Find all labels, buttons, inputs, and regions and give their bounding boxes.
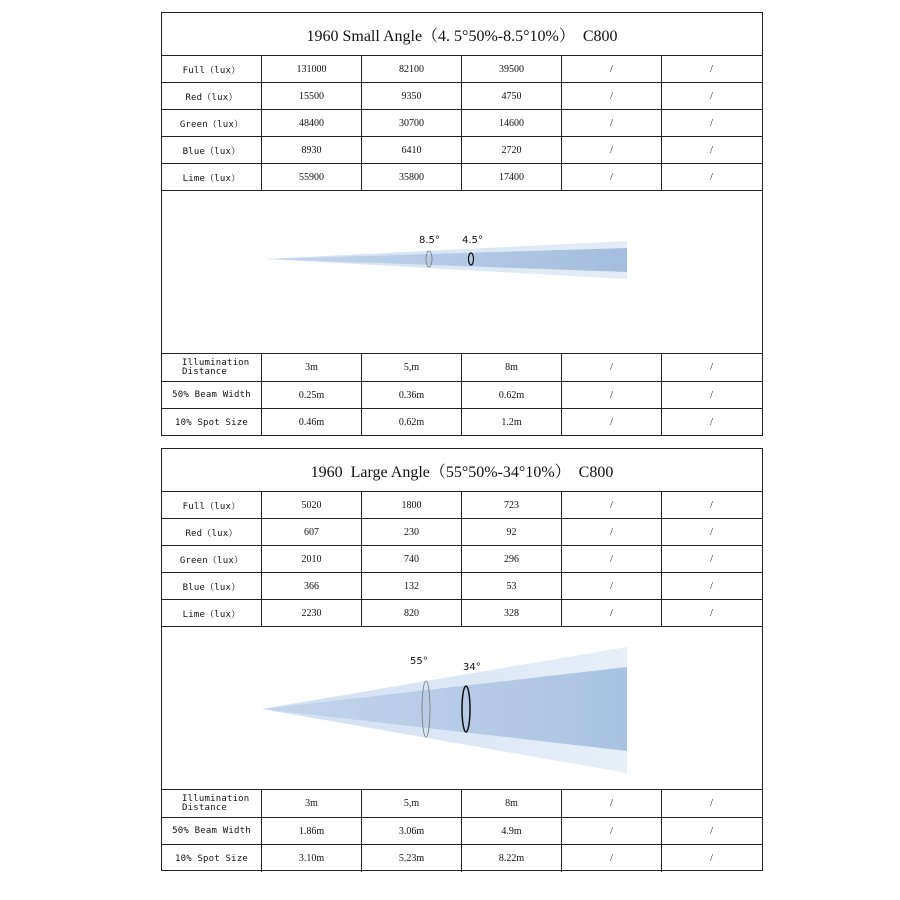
table-cell: 4.9m [462,818,562,844]
table-cell: / [562,546,662,572]
table-row [162,790,762,818]
beam-cone-graphic [162,627,762,789]
table-cell: / [562,56,662,82]
table-cell: 55900 [262,164,362,190]
table-cell: 48400 [262,110,362,136]
table-cell: 30700 [362,110,462,136]
table-cell: / [710,171,713,183]
table-cell: / [562,573,662,599]
outer-angle-label: 8.5° [419,235,440,246]
table-cell: 740 [362,546,462,572]
row-label: Illumination Distance [162,354,262,381]
row-label: Illumination Distance [162,790,262,817]
table-row [162,492,762,519]
table-row [162,164,762,191]
table-cell: 17400 [462,164,562,190]
row-label: Full（lux） [162,56,262,82]
table-row [162,519,762,546]
outer-angle-label: 55° [410,656,428,667]
table-row [162,354,762,382]
table-cell: 3.06m [362,818,462,844]
table-cell: / [710,580,713,592]
row-label: 50% Beam Width [162,818,262,844]
table-title: 1960 Large Angle（55°50%-34°10%） C800 [162,449,762,492]
table-cell: / [562,409,662,436]
table-cell: 8m [462,790,562,817]
row-label: Red（lux） [162,519,262,545]
table-cell: / [710,526,713,538]
table-cell: 723 [462,492,562,518]
table-cell: 5,m [362,790,462,817]
table-cell: 0.62m [462,382,562,408]
row-label: Lime（lux） [162,164,262,190]
table-cell: 820 [362,600,462,626]
table-cell: / [710,90,713,102]
table-cell: 132 [362,573,462,599]
table-cell: 131000 [262,56,362,82]
table-cell: 3.10m [262,845,362,872]
row-label: Full（lux） [162,492,262,518]
table-cell: 35800 [362,164,462,190]
table-cell: / [562,790,662,817]
table-cell: / [710,417,713,428]
table-cell: 1.2m [462,409,562,436]
small-angle-table [161,12,763,436]
table-cell: 39500 [462,56,562,82]
row-label: 50% Beam Width [162,382,262,408]
table-cell: 53 [462,573,562,599]
table-cell: 230 [362,519,462,545]
table-cell: 6410 [362,137,462,163]
table-row [162,600,762,627]
table-cell: 0.25m [262,382,362,408]
table-cell: / [562,164,662,190]
table-cell: 2230 [262,600,362,626]
table-row [162,110,762,137]
table-cell: / [562,354,662,381]
table-cell: 14600 [462,110,562,136]
beam-angle-diagram [162,627,762,790]
table-cell: / [710,117,713,129]
table-row [162,382,762,409]
table-row [162,546,762,573]
table-cell: 296 [462,546,562,572]
table-cell: / [710,553,713,565]
beam-angle-diagram [162,191,762,354]
large-angle-table [161,448,763,871]
table-cell: / [710,499,713,511]
table-cell: / [710,798,713,809]
table-cell: / [562,845,662,872]
table-cell: 8m [462,354,562,381]
table-cell: / [710,144,713,156]
table-cell: 4750 [462,83,562,109]
table-row [162,845,762,872]
table-cell: 0.36m [362,382,462,408]
table-cell: / [562,818,662,844]
inner-angle-label: 34° [463,662,481,673]
table-cell: 8.22m [462,845,562,872]
table-cell: 2720 [462,137,562,163]
table-cell: / [710,607,713,619]
table-cell: 82100 [362,56,462,82]
table-cell: 5020 [262,492,362,518]
beam-cone-graphic [162,191,762,353]
table-cell: 8930 [262,137,362,163]
table-cell: 3m [262,790,362,817]
table-cell: 328 [462,600,562,626]
row-label: Red（lux） [162,83,262,109]
table-cell: / [562,137,662,163]
table-cell: 1800 [362,492,462,518]
row-label: Blue（lux） [162,573,262,599]
table-cell: / [710,389,713,401]
table-cell: 5,m [362,354,462,381]
table-row [162,56,762,83]
row-label: 10% Spot Size [162,845,262,872]
table-row [162,137,762,164]
inner-angle-label: 4.5° [462,235,483,246]
table-row [162,83,762,110]
table-cell: / [710,853,713,864]
row-label: Blue（lux） [162,137,262,163]
table-row [162,409,762,436]
table-cell: 5.23m [362,845,462,872]
row-label: 10% Spot Size [162,409,262,436]
table-title: 1960 Small Angle（4. 5°50%-8.5°10%） C800 [162,13,762,56]
table-cell: 0.62m [362,409,462,436]
table-cell: 0.46m [262,409,362,436]
table-cell: / [562,382,662,408]
row-label: Green（lux） [162,110,262,136]
table-cell: / [562,519,662,545]
table-cell: 607 [262,519,362,545]
table-cell: 9350 [362,83,462,109]
table-cell: / [710,825,713,837]
table-row [162,573,762,600]
table-cell: 3m [262,354,362,381]
table-cell: / [562,492,662,518]
table-row [162,818,762,845]
table-cell: 1.86m [262,818,362,844]
table-cell: 92 [462,519,562,545]
table-cell: 366 [262,573,362,599]
table-cell: / [562,110,662,136]
table-cell: / [562,600,662,626]
table-cell: 15500 [262,83,362,109]
row-label: Green（lux） [162,546,262,572]
table-cell: / [562,83,662,109]
row-label: Lime（lux） [162,600,262,626]
table-cell: / [710,63,713,75]
table-cell: / [710,362,713,373]
table-cell: 2010 [262,546,362,572]
